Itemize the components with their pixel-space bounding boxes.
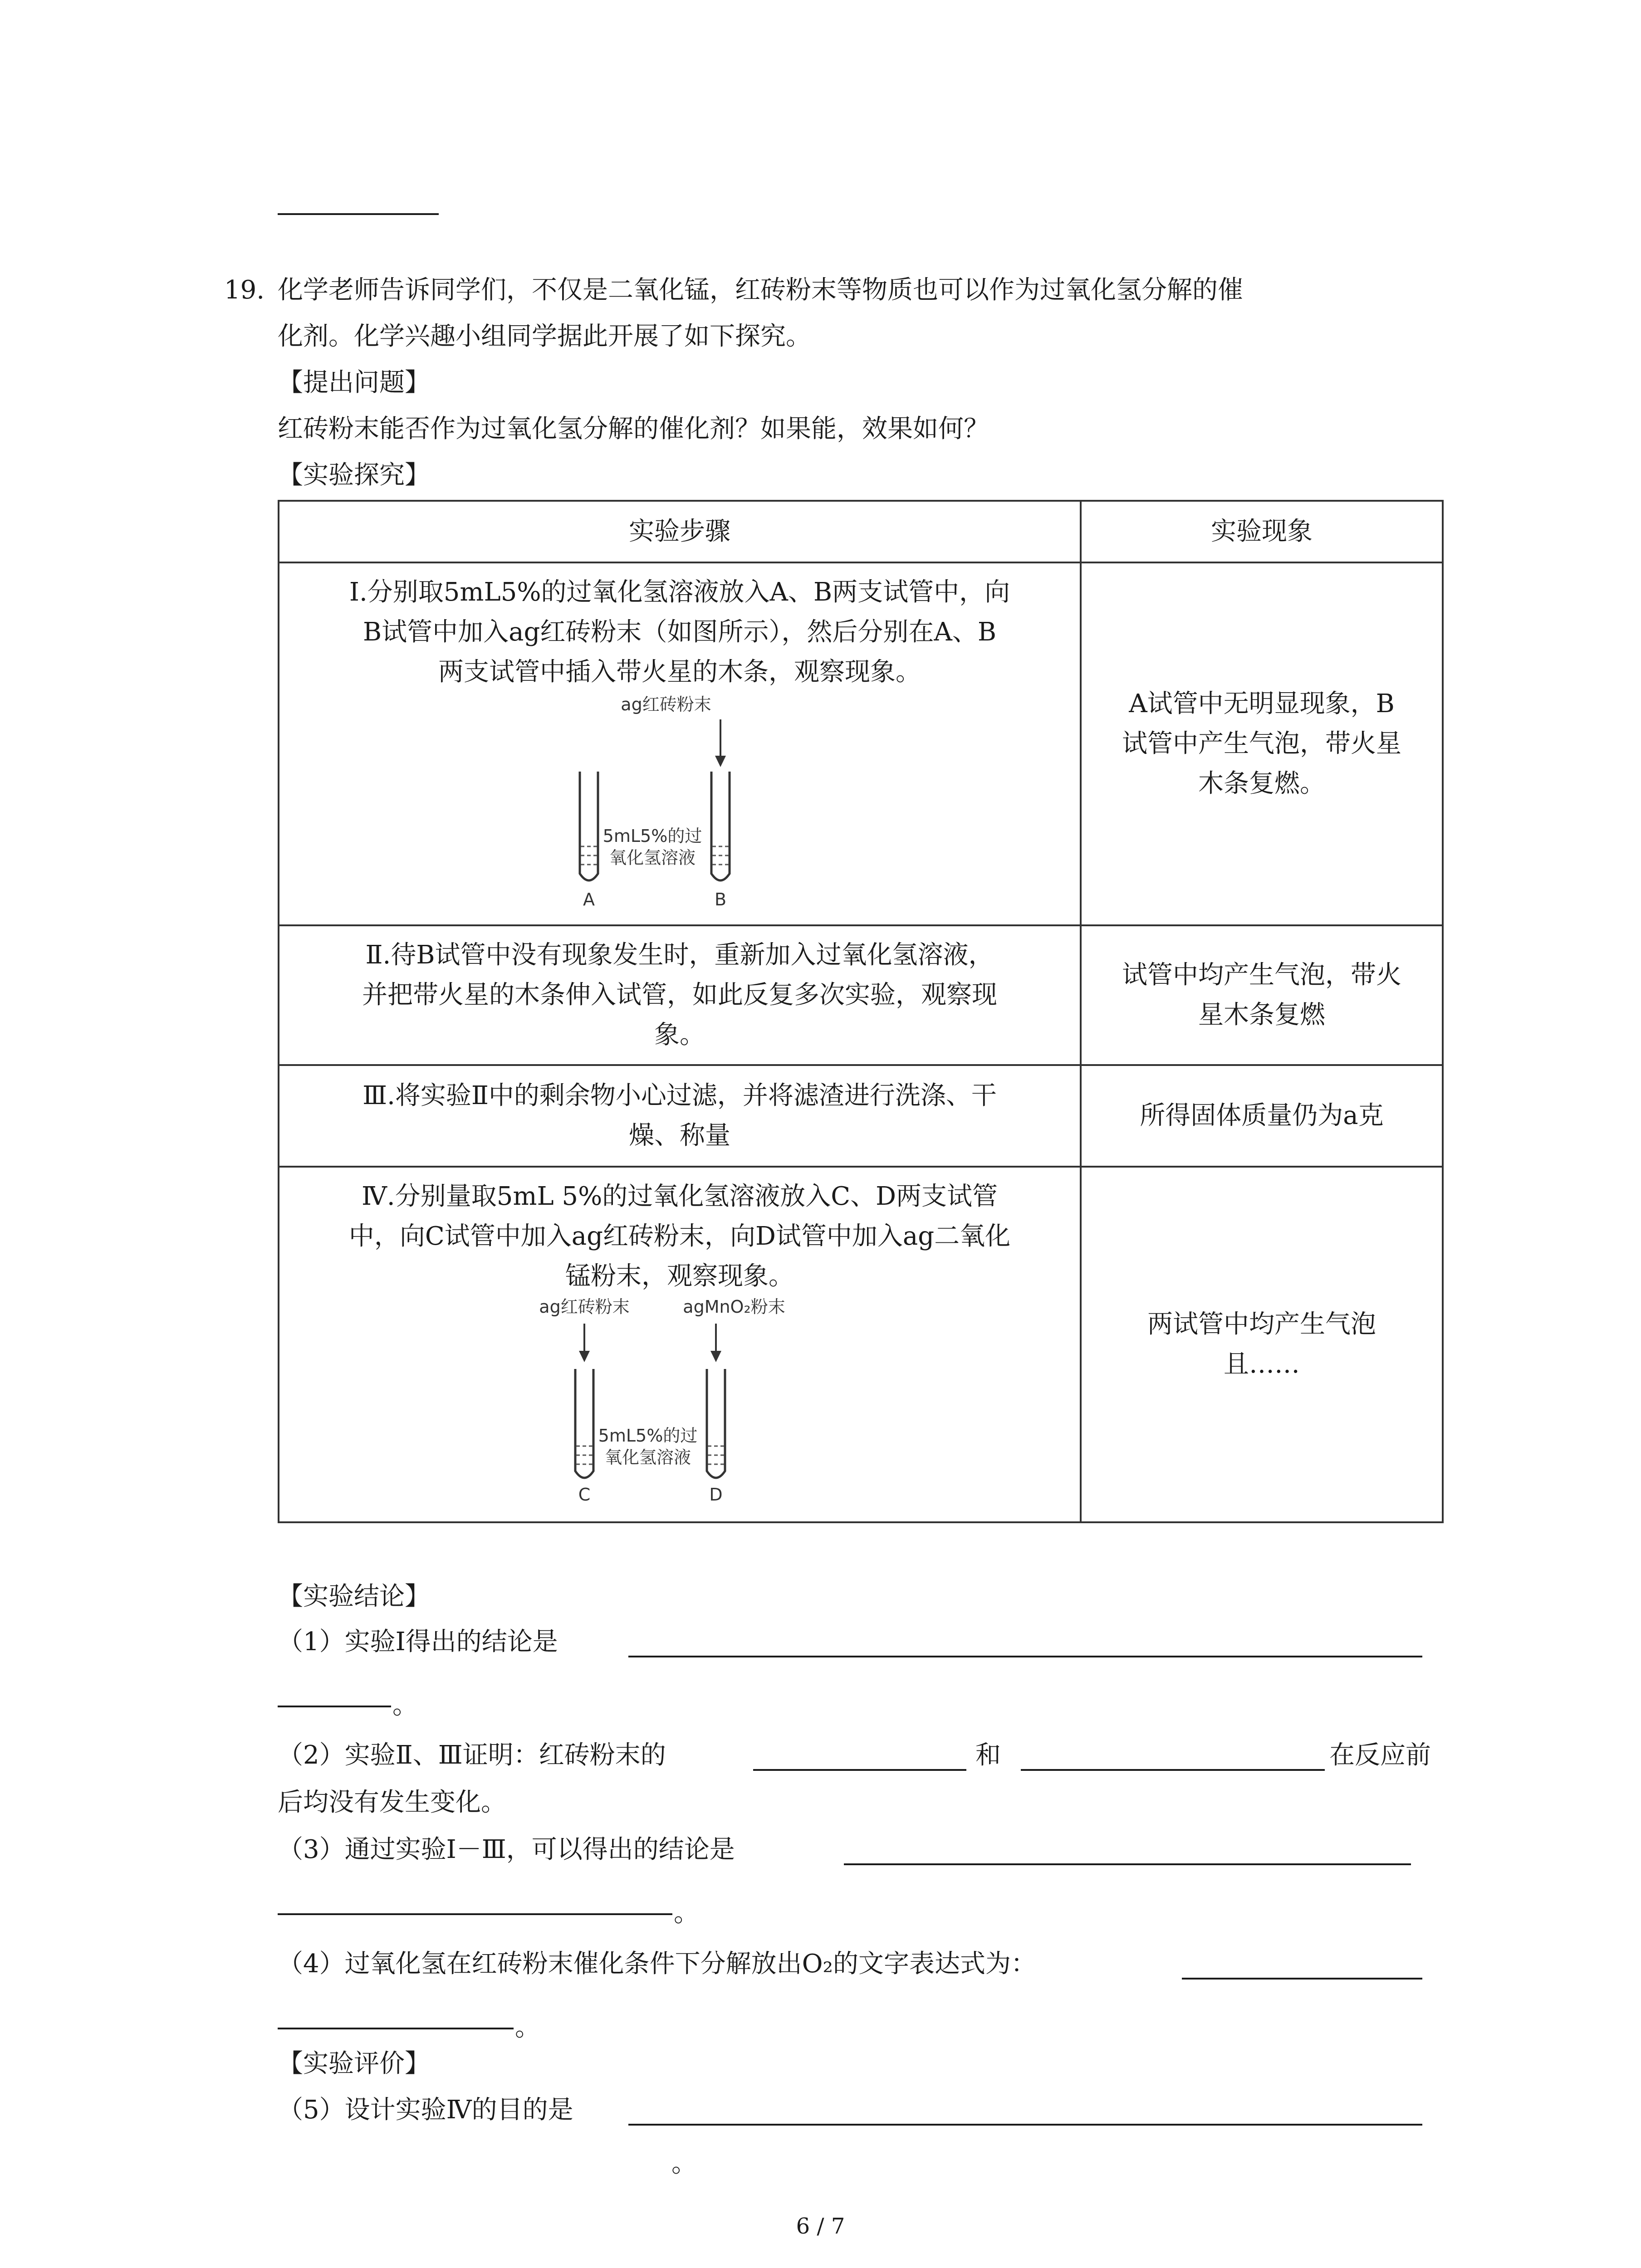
fig1-solution-label-2: 氧化氢溶液 bbox=[609, 848, 696, 868]
step1-line1: Ⅰ.分别取5mL5%的过氧化氢溶液放入A、B两支试管中，向 bbox=[349, 577, 1010, 607]
q2-answer-blank-2[interactable] bbox=[1021, 1769, 1325, 1771]
q5-answer-blank[interactable] bbox=[628, 2124, 1422, 2126]
conclusion-heading: 【实验结论】 bbox=[278, 1582, 430, 1611]
fig2-powder-c-label: ag红砖粉末 bbox=[539, 1297, 630, 1317]
tube-d bbox=[707, 1369, 725, 1478]
fig2-solution-label-2: 氧化氢溶液 bbox=[604, 1447, 691, 1467]
figure-tubes-cd bbox=[521, 1296, 838, 1505]
step3-line1: Ⅲ.将实验Ⅱ中的剩余物小心过滤，并将滤渣进行洗涤、干 bbox=[362, 1081, 997, 1110]
q2-answer-blank-1[interactable] bbox=[753, 1769, 966, 1771]
step1-line2: B试管中加入ag红砖粉末（如图所示），然后分别在A、B bbox=[363, 617, 996, 647]
q2-text-b: 和 bbox=[975, 1740, 1001, 1770]
fig1-tube-b-label: B bbox=[714, 890, 727, 909]
step-cell-2 bbox=[279, 925, 1081, 1065]
phenomenon-cell-4 bbox=[1081, 1167, 1443, 1522]
fig2-solution-label-1: 5mL5%的过 bbox=[598, 1426, 698, 1446]
q5-text: （5）设计实验Ⅳ的目的是 bbox=[278, 2095, 573, 2125]
q1-period: 。 bbox=[392, 1691, 418, 1720]
header-phenomena: 实验现象 bbox=[1081, 501, 1443, 562]
q3-answer-blank-1[interactable] bbox=[844, 1863, 1411, 1865]
q1-answer-blank-1[interactable] bbox=[628, 1656, 1422, 1657]
q4-answer-blank-2[interactable] bbox=[278, 2028, 514, 2029]
evaluation-heading: 【实验评价】 bbox=[278, 2049, 430, 2078]
q5-period: 。 bbox=[671, 2149, 697, 2178]
question-number: 19. bbox=[224, 275, 265, 305]
phen1-line3: 木条复燃。 bbox=[1198, 769, 1325, 798]
fig2-tube-c-label: C bbox=[578, 1485, 591, 1505]
q3-answer-blank-2[interactable] bbox=[278, 1913, 672, 1915]
phen1-line1: A试管中无明显现象，B bbox=[1129, 689, 1395, 719]
q3-period: 。 bbox=[674, 1898, 699, 1928]
q4-text: （4）过氧化氢在红砖粉末催化条件下分解放出O₂的文字表达式为： bbox=[278, 1949, 1036, 1979]
q1-answer-blank-2[interactable] bbox=[278, 1706, 391, 1707]
phenomenon-cell-3 bbox=[1081, 1065, 1443, 1167]
fig1-solution-label-1: 5mL5%的过 bbox=[603, 826, 702, 846]
q2-text-c: 在反应前 bbox=[1329, 1740, 1431, 1770]
step3-line2: 燥、称量 bbox=[629, 1121, 730, 1150]
step4-line1: Ⅳ.分别量取5mL 5%的过氧化氢溶液放入C、D两支试管 bbox=[361, 1182, 998, 1211]
fig2-powder-d-label: agMnO₂粉末 bbox=[683, 1297, 785, 1317]
step4-line3: 锰粉末，观察现象。 bbox=[565, 1261, 794, 1291]
question-intro-line2: 化剂。化学兴趣小组同学据此开展了如下探究。 bbox=[278, 322, 811, 351]
step-cell-4 bbox=[279, 1167, 1081, 1522]
q4-period: 。 bbox=[515, 2013, 540, 2042]
question-intro-line1: 化学老师告诉同学们，不仅是二氧化锰，红砖粉末等物质也可以作为过氧化氢分解的催 bbox=[278, 275, 1243, 305]
step2-line3: 象。 bbox=[654, 1020, 705, 1050]
q3-text: （3）通过实验Ⅰ－Ⅲ，可以得出的结论是 bbox=[278, 1835, 735, 1864]
step2-line1: Ⅱ.待B试管中没有现象发生时，重新加入过氧化氢溶液， bbox=[365, 940, 994, 970]
step-cell-3 bbox=[279, 1065, 1081, 1167]
question-text: 红砖粉末能否作为过氧化氢分解的催化剂？如果能，效果如何？ bbox=[278, 414, 989, 444]
phenomenon-cell-1 bbox=[1081, 562, 1443, 925]
explore-heading: 【实验探究】 bbox=[278, 460, 430, 490]
step4-line2: 中，向C试管中加入ag红砖粉末，向D试管中加入ag二氧化 bbox=[348, 1222, 1011, 1251]
tube-b bbox=[711, 772, 730, 880]
phen4-line2: 且…… bbox=[1224, 1349, 1300, 1379]
tube-c bbox=[575, 1369, 593, 1478]
raise-question-heading: 【提出问题】 bbox=[278, 368, 430, 397]
step-cell-1 bbox=[279, 562, 1081, 925]
phenomenon-cell-2 bbox=[1081, 925, 1443, 1065]
phen3-line1: 所得固体质量仍为a克 bbox=[1140, 1101, 1384, 1130]
q1-text: （1）实验Ⅰ得出的结论是 bbox=[278, 1627, 558, 1657]
fig1-tube-a-label: A bbox=[583, 890, 595, 909]
phen1-line2: 试管中产生气泡，带火星 bbox=[1122, 729, 1401, 758]
phen2-line2: 星木条复燃 bbox=[1198, 1000, 1325, 1030]
answer-blank-previous[interactable] bbox=[278, 213, 439, 215]
tube-a bbox=[580, 772, 598, 880]
q2-text-a: （2）实验Ⅱ、Ⅲ证明：红砖粉末的 bbox=[278, 1740, 666, 1770]
q4-answer-blank-1[interactable] bbox=[1182, 1978, 1422, 1980]
figure-tubes-ab bbox=[521, 692, 838, 910]
page-number: 6 / 7 bbox=[796, 2214, 845, 2239]
step1-line3: 两支试管中插入带火星的木条，观察现象。 bbox=[438, 657, 921, 687]
phen2-line1: 试管中均产生气泡，带火 bbox=[1122, 960, 1401, 990]
phen4-line1: 两试管中均产生气泡 bbox=[1147, 1310, 1376, 1339]
experiment-table bbox=[278, 500, 1444, 1523]
fig1-powder-label: ag红砖粉末 bbox=[621, 694, 711, 714]
q2-text-d: 后均没有发生变化。 bbox=[278, 1788, 506, 1817]
header-steps: 实验步骤 bbox=[279, 501, 1081, 562]
step2-line2: 并把带火星的木条伸入试管，如此反复多次实验，观察现 bbox=[362, 980, 997, 1010]
fig2-tube-d-label: D bbox=[709, 1485, 723, 1505]
